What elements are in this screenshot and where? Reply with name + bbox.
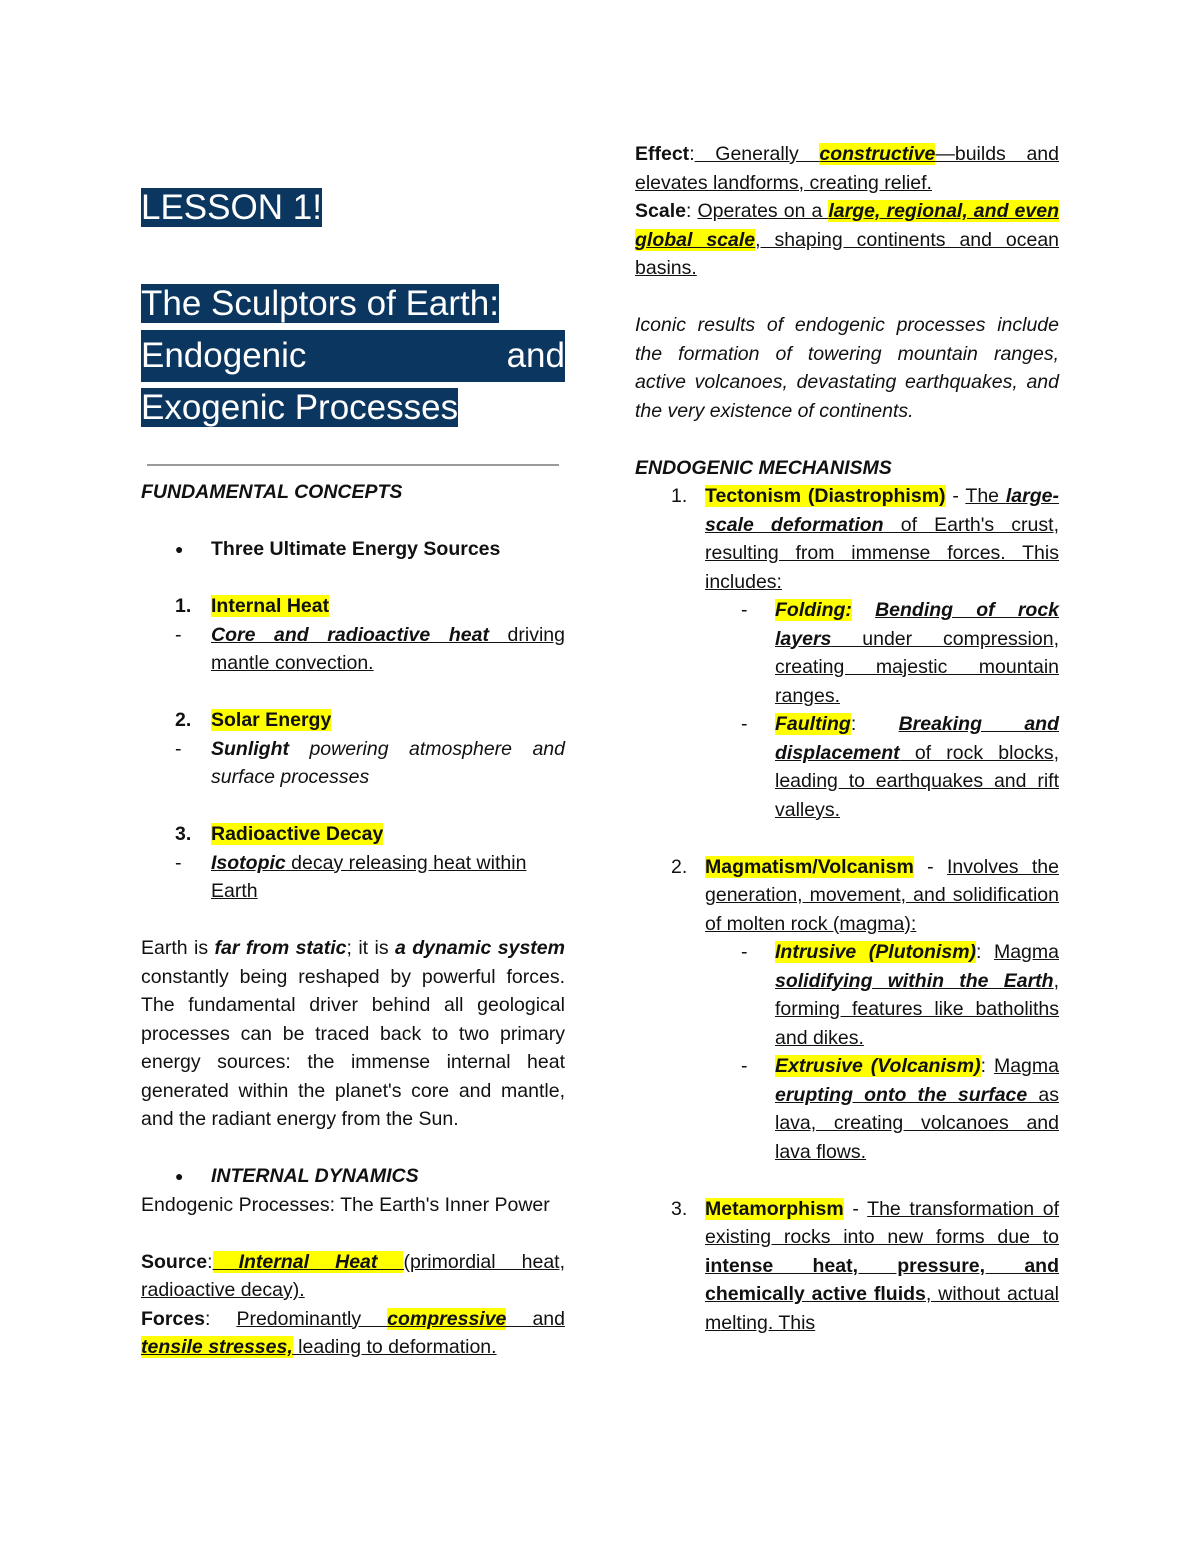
list-item: 1. Internal Heat — [175, 595, 330, 617]
list-item-detail: - Isotopic decay releasing heat within Earth — [175, 851, 527, 902]
left-column — [141, 182, 565, 1362]
intro-paragraph: Earth is far from static; it is a dynamic system constantly being reshaped by powerful forces. The fundamental driver behind all geological processes can be traced back to two primary energy sources: the immense internal heat generated within the planet's core and mantle, and the radiant energy from the Sun. — [141, 937, 565, 1130]
source-line: Source: Internal Heat (primordial heat, radioactive decay). — [141, 1250, 565, 1301]
title-line-3: Exogenic Processes — [141, 388, 459, 427]
mechanisms-heading: ENDOGENIC MECHANISMS — [635, 456, 892, 479]
sub-item-extrusive: - Extrusive (Volcanism): Magma erupting onto the surface as lava, creating volcanoes and lava flows. — [741, 1055, 1059, 1163]
mechanism-magmatism: 2. Magmatism/Volcanism - Involves the generation, movement, and solidification of molten rock (magma): — [671, 855, 1059, 935]
internal-subtitle: Endogenic Processes: The Earth's Inner Power — [141, 1193, 550, 1216]
mechanism-metamorphism: 3. Metamorphism - The transformation of existing rocks into new forms due to intense heat, pressure, and chemically active fluids, without actual melting. This — [671, 1197, 1059, 1334]
list-item-detail: - Sunlight powering atmosphere and surface processes — [175, 737, 565, 788]
list-item: 2. Solar Energy — [175, 709, 332, 731]
bullet-icon: ● — [175, 1168, 184, 1184]
internal-bullet: ● INTERNAL DYNAMICS — [141, 1162, 565, 1191]
page-title — [141, 278, 565, 434]
effect-line: Effect: Generally constructive—builds and elevates landforms, creating relief. — [635, 143, 1059, 194]
divider — [147, 464, 559, 466]
fundamental-heading: FUNDAMENTAL CONCEPTS — [141, 481, 403, 503]
forces-line: Forces: Predominantly compressive and tensile stresses, leading to deformation. — [141, 1307, 565, 1358]
mechanism-tectonism: 1. Tectonism (Diastrophism) - The large-scale deformation of Earth's crust, resulting from immense forces. This includes: — [671, 485, 1059, 593]
sub-item-intrusive: - Intrusive (Plutonism): Magma solidifying within the Earth, forming features like batholiths and dikes. — [741, 941, 1059, 1049]
right-column — [635, 140, 1059, 1337]
scale-line: Scale: Operates on a large, regional, and even global scale, shaping continents and ocean basins. — [635, 200, 1060, 279]
iconic-paragraph: Iconic results of endogenic processes include the formation of towering mountain ranges, active volcanoes, devastating earthquakes, and the very existence of continents. — [635, 314, 1059, 422]
bullet-icon: ● — [175, 541, 184, 557]
sub-item-folding: - Folding: Bending of rock layers under compression, creating majestic mountain ranges. — [741, 599, 1060, 707]
lesson-label: LESSON 1! — [141, 188, 322, 227]
list-item: 3. Radioactive Decay — [175, 823, 384, 845]
list-item-detail: - Core and radioactive heat driving mantle convection. — [175, 623, 565, 674]
title-line-1: The Sculptors of Earth: — [141, 284, 499, 323]
title-line-2: Endogenic and — [141, 330, 565, 382]
sub-item-faulting: - Faulting: Breaking and displacement of rock blocks, leading to earthquakes and rift valleys. — [741, 713, 1059, 821]
energy-bullet: ● Three Ultimate Energy Sources — [141, 535, 565, 564]
